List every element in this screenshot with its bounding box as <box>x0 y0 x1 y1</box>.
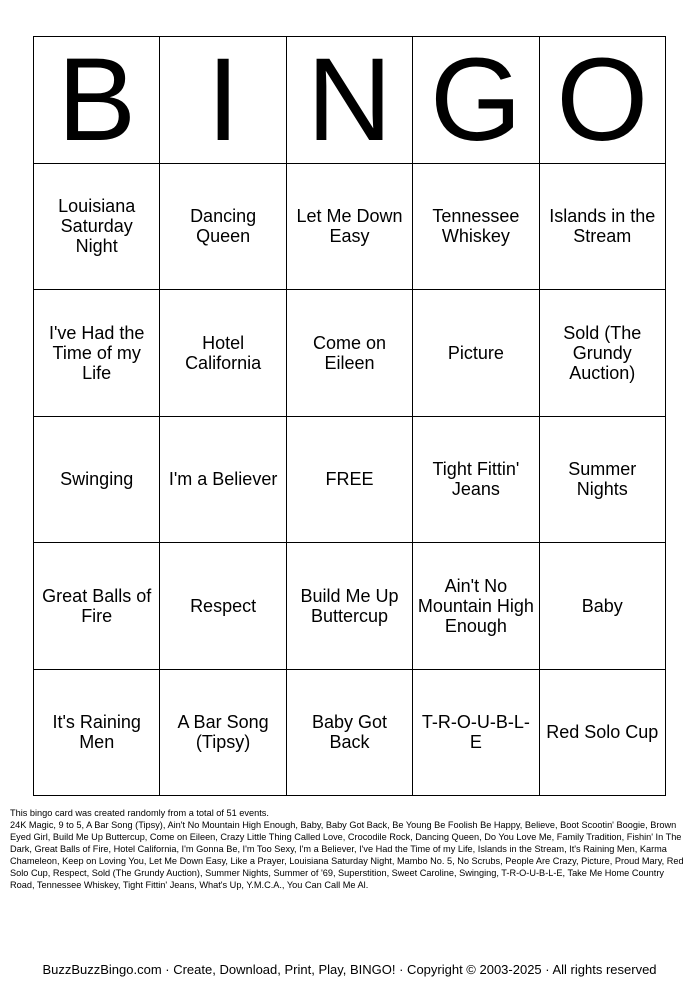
cell-text: Red Solo Cup <box>546 722 659 743</box>
cell-text: Great Balls of Fire <box>42 585 152 626</box>
cell-text: Dancing Queen <box>190 206 257 247</box>
bingo-cell <box>413 164 539 291</box>
cell-text: Baby Got Back <box>311 712 388 753</box>
event-list: 24K Magic, 9 to 5, A Bar Song (Tipsy), Ain't No Mountain High Enough, Baby, Baby Got Back, Be Young Be Foolish Be Happy, Believe, Boot Scootin' Boogie, Brown Eyed Girl, Build Me Up Buttercup, Come on Eileen, Crazy Little Thing Called Love, Crocodile Rock, Dancing Queen, Do You Love Me, Family Tradition, Fishin' In The Dark, Great Balls of Fire, Hotel California, I'm Gonna Be, I'm Too Sexy, I'm a Believer, I've Had the Time of my Life, Islands in the Stream, It's Raining Men, Karma Chameleon, Keep on Loving You, Let Me Down Easy, Like a Prayer, Louisiana Saturday Night, Mambo No. 5, No Scrubs, People Are Crazy, Picture, Proud Mary, Red Solo Cup, Respect, Sold (The Grundy Auction), Summer Nights, Summer of '69, Superstition, Sweet Caroline, Swinging, T-R-O-U-B-L-E, Take Me Home Country Road, Tennessee Whiskey, Tight Fittin' Jeans, What's Up, Y.M.C.A., You Can Call Me Al. <box>10 820 684 890</box>
cell-text: Swinging <box>60 469 134 490</box>
bingo-cell <box>160 543 286 670</box>
bingo-cell <box>413 417 539 544</box>
cell-text: Picture <box>447 342 504 363</box>
bingo-cell <box>34 164 160 291</box>
bingo-cell <box>540 670 666 797</box>
cell-text: Tennessee Whiskey <box>432 206 520 247</box>
event-list-note <box>10 807 690 891</box>
bingo-cell <box>287 670 413 797</box>
cell-text: It's Raining Men <box>52 712 141 753</box>
bingo-cell <box>287 290 413 417</box>
cell-text: Islands in the Stream <box>549 206 656 247</box>
cell-text: Summer Nights <box>568 459 637 500</box>
header-letter-i: I <box>160 37 286 164</box>
bingo-cell <box>540 290 666 417</box>
cell-text: I've Had the Time of my Life <box>48 322 145 383</box>
cell-text: Build Me Up Buttercup <box>300 585 399 626</box>
cell-text: Louisiana Saturday Night <box>58 196 136 257</box>
cell-text: Respect <box>190 595 257 616</box>
cell-text: A Bar Song (Tipsy) <box>177 712 269 753</box>
cell-text: Sold (The Grundy Auction) <box>563 322 642 383</box>
bingo-cell <box>34 417 160 544</box>
cell-text: Come on Eileen <box>312 332 387 373</box>
bingo-cell <box>287 543 413 670</box>
bingo-cell <box>34 290 160 417</box>
bingo-cell <box>540 417 666 544</box>
cell-text: Let Me Down Easy <box>296 206 403 247</box>
header-letter-o: O <box>540 37 666 164</box>
free-space-text: FREE <box>325 469 374 490</box>
cell-text: Hotel California <box>185 332 262 373</box>
event-count-intro: This bingo card was created randomly from a total of 51 events. <box>10 808 269 818</box>
header-letter-g: G <box>413 37 539 164</box>
header-letter-b: B <box>34 37 160 164</box>
bingo-cell <box>160 290 286 417</box>
header-letter-n: N <box>287 37 413 164</box>
bingo-cell <box>34 543 160 670</box>
site-credits: BuzzBuzzBingo.com · Create, Download, Print, Play, BINGO! · Copyright © 2003-2025 · All rights reserved <box>42 962 657 977</box>
cell-text: Baby <box>581 595 623 616</box>
bingo-cell <box>34 670 160 797</box>
bingo-card <box>33 33 666 796</box>
cell-text: T-R-O-U-B-L-E <box>421 712 530 753</box>
bingo-cell <box>413 543 539 670</box>
bingo-cell <box>287 164 413 291</box>
bingo-cell <box>160 417 286 544</box>
cell-text: I'm a Believer <box>168 469 278 490</box>
bingo-cell <box>540 543 666 670</box>
bingo-cell <box>160 164 286 291</box>
bingo-cell <box>160 670 286 797</box>
bingo-cell <box>540 164 666 291</box>
free-space-cell <box>287 417 413 544</box>
bingo-cell <box>413 670 539 797</box>
cell-text: Tight Fittin' Jeans <box>432 459 520 500</box>
bingo-cell <box>413 290 539 417</box>
cell-text: Ain't No Mountain High Enough <box>417 575 534 636</box>
